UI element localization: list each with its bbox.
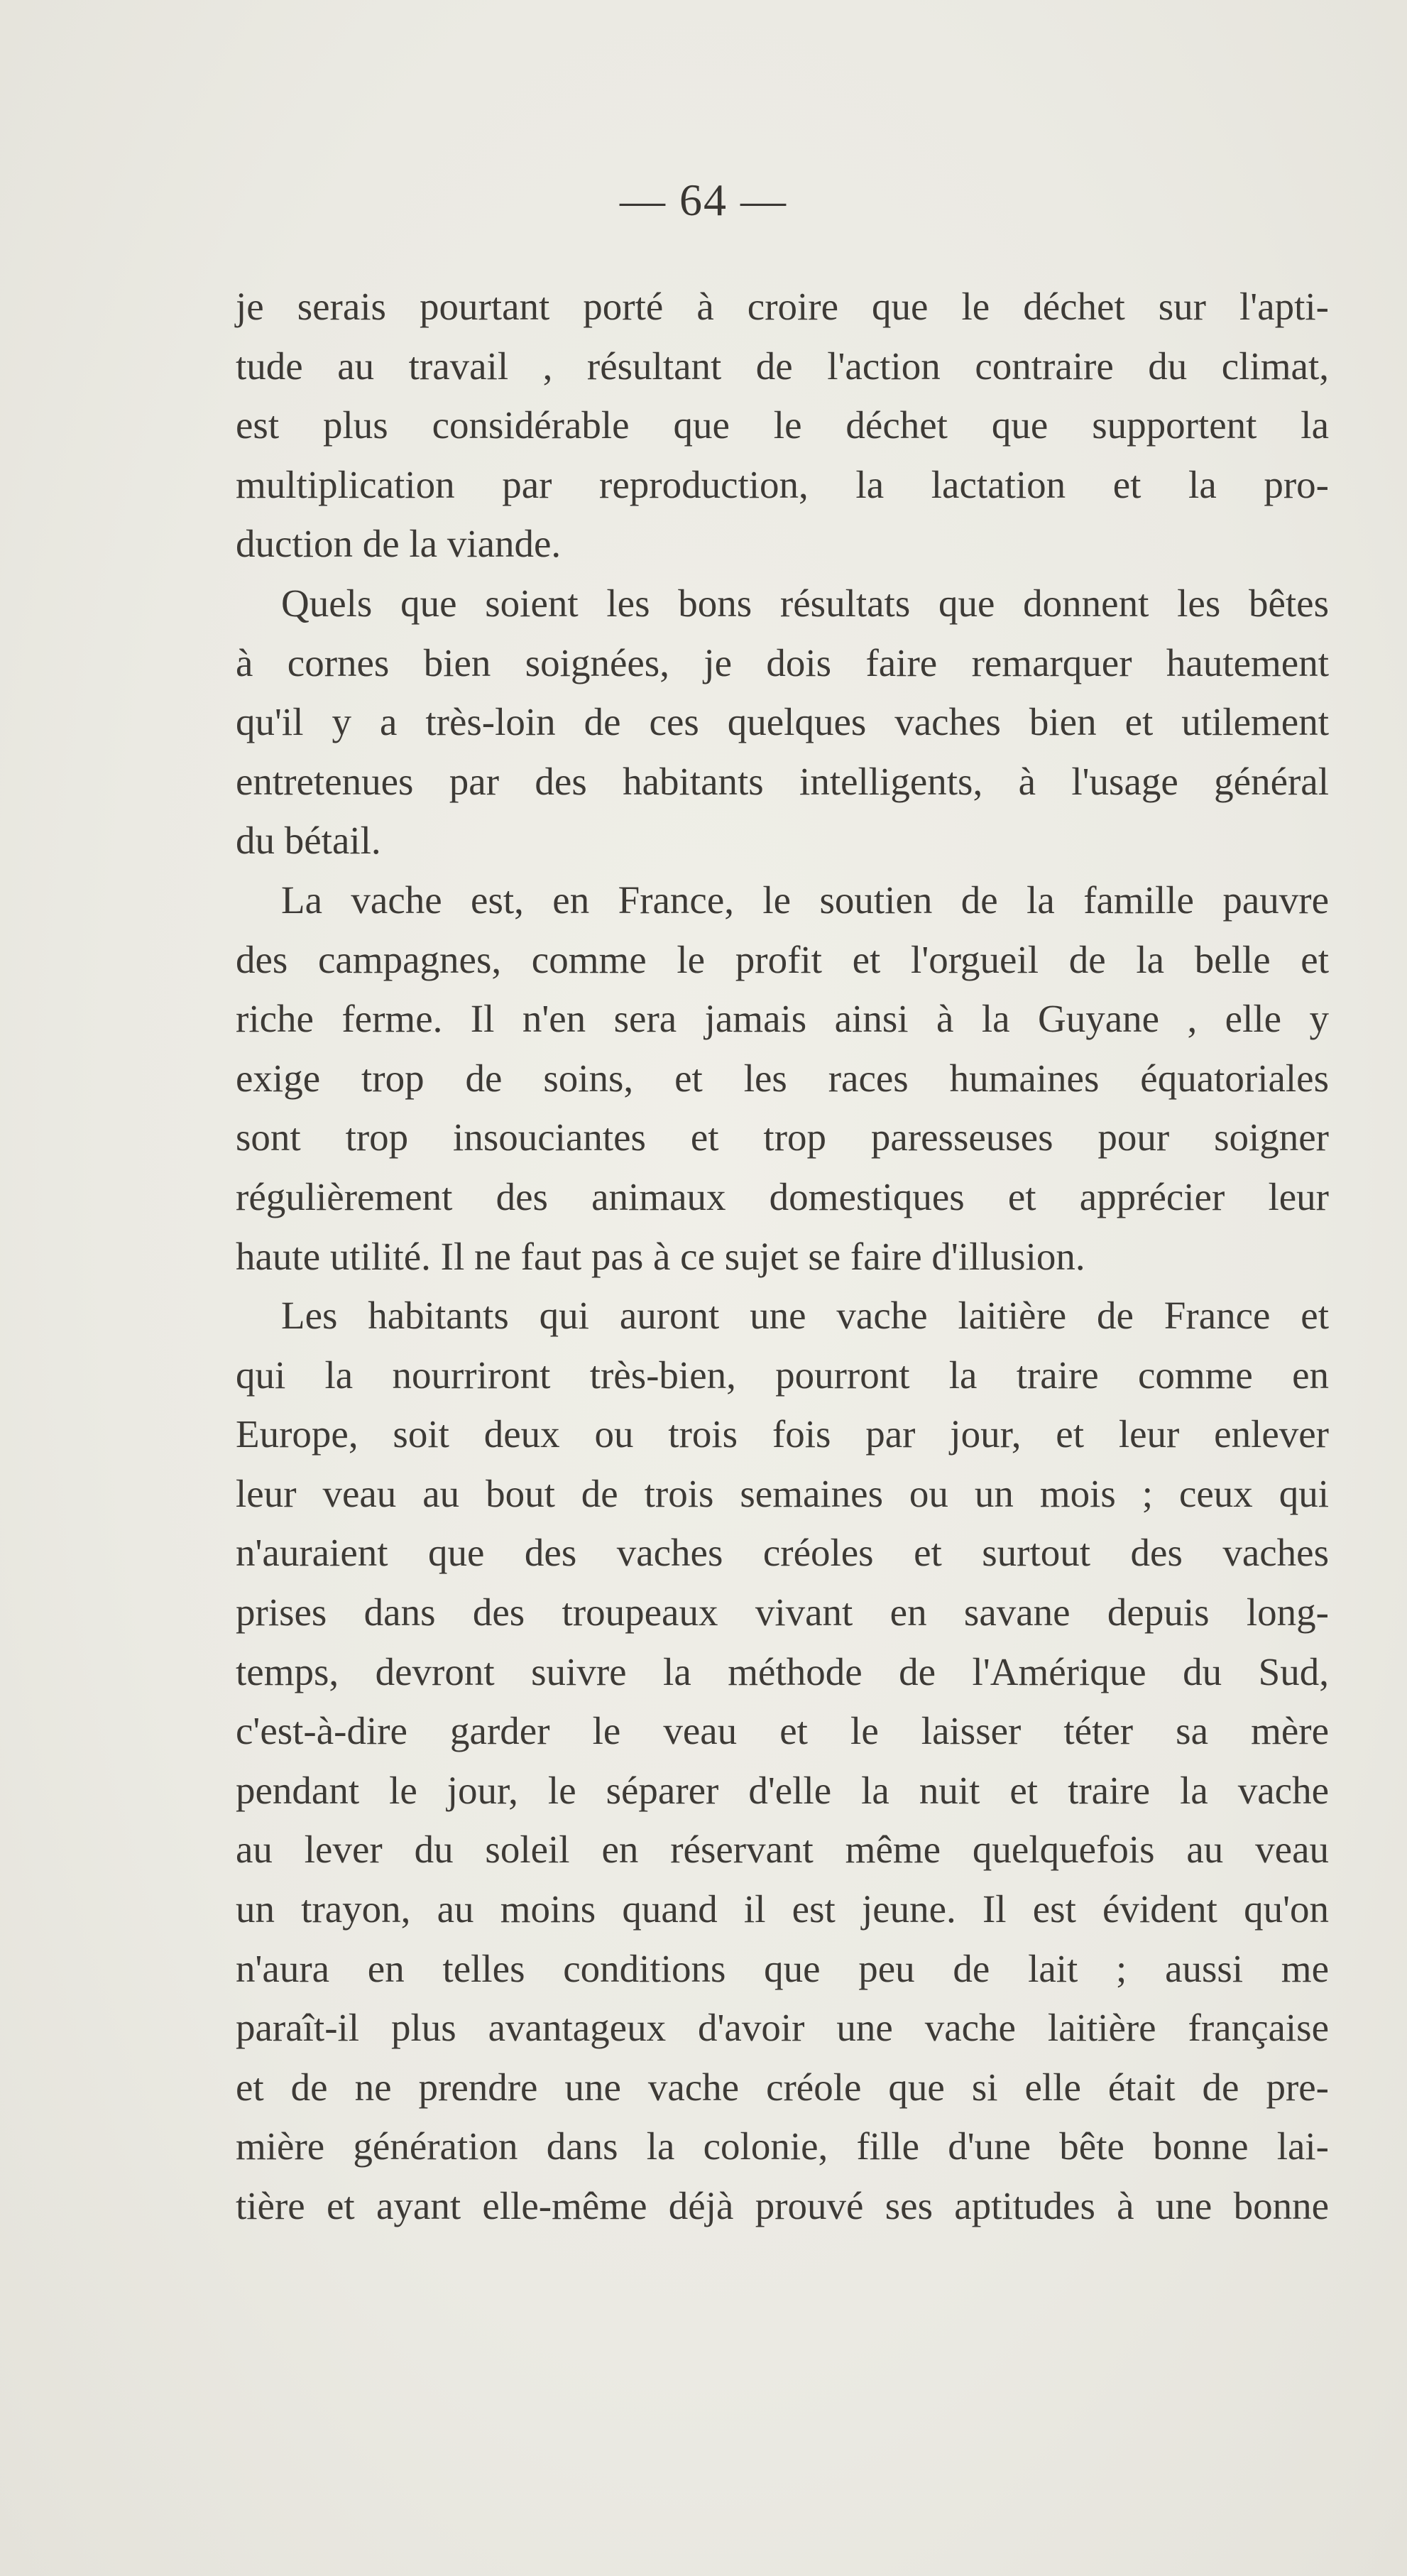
text-line: des campagnes, comme le profit et l'orgueil de la belle et — [236, 937, 1329, 981]
text-line: prises dans des troupeaux vivant en savane depuis long- — [236, 1590, 1329, 1634]
text-line: multiplication par reproduction, la lactation et la pro- — [236, 462, 1329, 506]
text-line: sont trop insouciantes et trop paresseuses pour soigner — [236, 1115, 1329, 1159]
text-line: et de ne prendre une vache créole que si elle était de pre- — [236, 2065, 1329, 2109]
page-number: — 64 — — [620, 175, 787, 225]
text-line: Quels que soient les bons résultats que donnent les bêtes — [281, 581, 1329, 625]
text-line: paraît-il plus avantageux d'avoir une vache laitière française — [236, 2006, 1329, 2050]
text-line: c'est-à-dire garder le veau et le laisser téter sa mère — [236, 1709, 1329, 1753]
text-line: tière et ayant elle-même déjà prouvé ses aptitudes à une bonne — [236, 2184, 1329, 2227]
text-line: mière génération dans la colonie, fille d'une bête bonne lai- — [236, 2124, 1329, 2168]
text-line: Europe, soit deux ou trois fois par jour, et leur enlever — [236, 1412, 1329, 1456]
text-line: régulièrement des animaux domestiques et apprécier leur — [236, 1174, 1329, 1218]
text-line: leur veau au bout de trois semaines ou un mois ; ceux qui — [236, 1471, 1329, 1515]
text-line: au lever du soleil en réservant même quelquefois au veau — [236, 1828, 1329, 1872]
text-line: La vache est, en France, le soutien de la famille pauvre — [281, 878, 1329, 922]
text-line: duction de la viande. — [236, 522, 562, 566]
text-line: pendant le jour, le séparer d'elle la nuit et traire la vache — [236, 1768, 1329, 1812]
text-line: à cornes bien soignées, je dois faire remarquer hautement — [236, 640, 1329, 684]
text-line: qui la nourriront très-bien, pourront la traire comme en — [236, 1353, 1329, 1397]
text-line: entretenues par des habitants intelligents, à l'usage général — [236, 759, 1329, 803]
text-line: tude au travail , résultant de l'action contraire du climat, — [236, 344, 1329, 388]
text-line: Les habitants qui auront une vache laitière de France et — [281, 1294, 1329, 1338]
text-line: n'auraient que des vaches créoles et surtout des vaches — [236, 1531, 1329, 1575]
text-line: qu'il y a très-loin de ces quelques vaches bien et utilement — [236, 700, 1329, 744]
text-line: exige trop de soins, et les races humaines équatoriales — [236, 1056, 1329, 1100]
text-line: temps, devront suivre la méthode de l'Amérique du Sud, — [236, 1649, 1329, 1693]
text-line: riche ferme. Il n'en sera jamais ainsi à la Guyane , elle y — [236, 997, 1329, 1041]
body-text — [236, 277, 1329, 2236]
text-line: je serais pourtant porté à croire que le déchet sur l'apti- — [236, 285, 1329, 328]
text-line: du bétail. — [236, 819, 381, 863]
text-line: haute utilité. Il ne faut pas à ce sujet se faire d'illusion. — [236, 1234, 1085, 1278]
text-line: un trayon, au moins quand il est jeune. Il est évident qu'on — [236, 1887, 1329, 1931]
text-line: est plus considérable que le déchet que supportent la — [236, 403, 1329, 447]
text-line: n'aura en telles conditions que peu de lait ; aussi me — [236, 1946, 1329, 1990]
